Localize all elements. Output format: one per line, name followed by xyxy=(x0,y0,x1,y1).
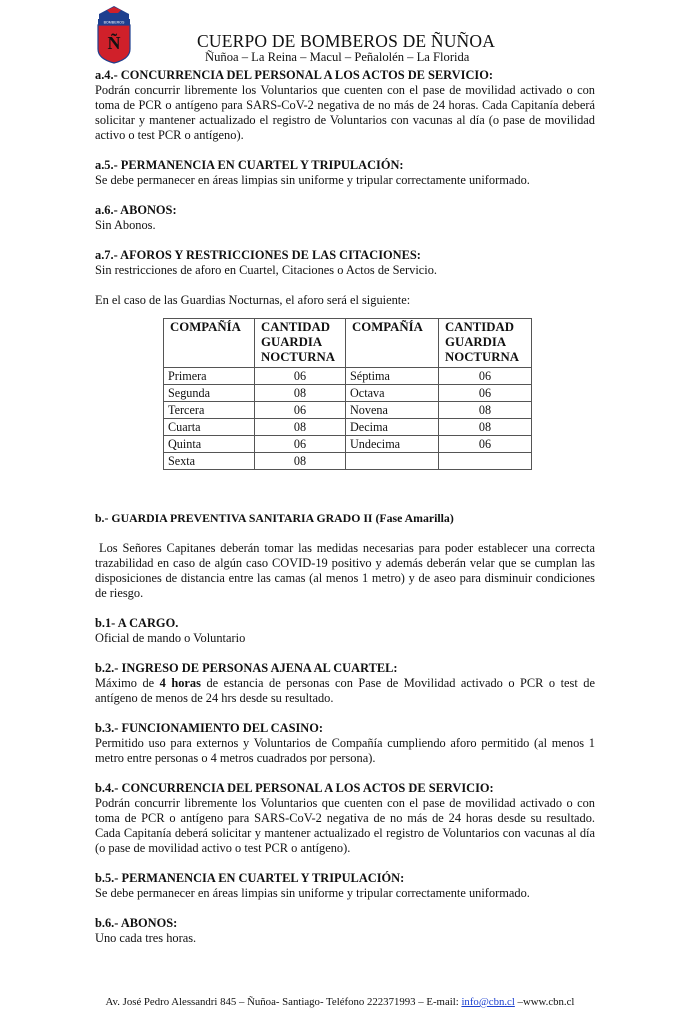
b2-body-hours: 4 horas xyxy=(159,676,201,690)
section-b1-body: Oficial de mando o Voluntario xyxy=(95,631,246,645)
table-cell-company xyxy=(346,453,439,470)
table-cell-company: Cuarta xyxy=(164,419,255,436)
section-a4-body: Podrán concurrir libremente los Voluntarios que cuenten con el pase de movilidad activado o con toma de PCR o antígeno para SARS-CoV-2 negativa de no más de 24 horas. Cada Capitanía deberá solicitar y mantener actualizado el registro de Voluntarios con vacunas al día (o pase de movilidad activo o test PCR o antígeno). xyxy=(95,83,595,142)
section-b1-heading: b.1- A CARGO. xyxy=(95,616,179,630)
night-guard-capacity-table xyxy=(163,318,532,470)
table-header-quantity: CANTIDAD GUARDIA NOCTURNA xyxy=(255,319,346,368)
table-cell-quantity: 08 xyxy=(439,402,532,419)
table-cell-quantity: 08 xyxy=(255,453,346,470)
table-cell-company: Segunda xyxy=(164,385,255,402)
section-a6-body: Sin Abonos. xyxy=(95,218,156,232)
table-cell-quantity: 08 xyxy=(439,419,532,436)
table-cell-company: Tercera xyxy=(164,402,255,419)
table-cell-company: Séptima xyxy=(346,368,439,385)
table-row xyxy=(164,453,532,470)
table-row xyxy=(164,402,532,419)
table-cell-quantity: 06 xyxy=(439,368,532,385)
section-b4-heading: b.4.- CONCURRENCIA DEL PERSONAL A LOS ACTOS DE SERVICIO: xyxy=(95,781,494,795)
table-cell-quantity xyxy=(439,453,532,470)
footer-website: –www.cbn.cl xyxy=(514,996,575,1008)
table-cell-company: Undecima xyxy=(346,436,439,453)
table-cell-company: Decima xyxy=(346,419,439,436)
organization-communes: Ñuñoa – La Reina – Macul – Peñalolén – La Florida xyxy=(205,50,470,64)
section-a7-heading: a.7.- AFOROS Y RESTRICCIONES DE LAS CITACIONES: xyxy=(95,248,421,262)
section-b3-heading: b.3.- FUNCIONAMIENTO DEL CASINO: xyxy=(95,721,323,735)
table-cell-quantity: 06 xyxy=(255,368,346,385)
table-cell-quantity: 06 xyxy=(255,436,346,453)
section-a7-body: Sin restricciones de aforo en Cuartel, Citaciones o Actos de Servicio. xyxy=(95,263,438,277)
section-b2-heading: b.2.- INGRESO DE PERSONAS AJENA AL CUARTEL: xyxy=(95,661,398,675)
section-a6-heading: a.6.- ABONOS: xyxy=(95,203,177,217)
page-footer xyxy=(0,996,680,1009)
organization-title: CUERPO DE BOMBEROS DE ÑUÑOA xyxy=(197,31,496,51)
section-b4-body: Podrán concurrir libremente los Voluntarios que cuenten con el pase de movilidad activado o con toma de PCR o antígeno para SARS-CoV-2 negativa de no más de 24 horas desde su resultado. Cada Capitanía deberá solicitar y mantener actualizado el registro de Voluntarios con vacunas al día (o pase de movilidad activo o test PCR o antígeno). xyxy=(95,796,595,855)
table-header-row xyxy=(164,319,532,368)
section-b6-body: Uno cada tres horas. xyxy=(95,931,197,945)
table-row xyxy=(164,368,532,385)
table-cell-company: Octava xyxy=(346,385,439,402)
table-cell-company: Primera xyxy=(164,368,255,385)
table-cell-company: Sexta xyxy=(164,453,255,470)
section-a4-heading: a.4.- CONCURRENCIA DEL PERSONAL A LOS ACTOS DE SERVICIO: xyxy=(95,68,493,82)
section-a7-note: En el caso de las Guardias Nocturnas, el aforo será el siguiente: xyxy=(95,293,411,307)
b2-body-pre: Máximo de xyxy=(95,676,160,690)
section-a5-heading: a.5.- PERMANENCIA EN CUARTEL Y TRIPULACIÓN: xyxy=(95,158,404,172)
section-a5-body: Se debe permanecer en áreas limpias sin uniforme y tripular correctamente uniformado. xyxy=(95,173,530,187)
footer-address: Av. José Pedro Alessandri 845 – Ñuñoa- Santiago- Teléfono 222371993 – E-mail: xyxy=(105,996,462,1008)
section-b5-heading: b.5.- PERMANENCIA EN CUARTEL Y TRIPULACIÓN: xyxy=(95,871,405,885)
table-row xyxy=(164,385,532,402)
b2-body-post: de estancia de personas con Pase de Movilidad activado o PCR o test de antígeno de menos de 24 hrs desde su resultado. xyxy=(95,676,595,705)
section-b3-body: Permitido uso para externos y Voluntarios de Compañía cumpliendo aforo permitido (al menos 1 metro entre personas o 4 metros cuadrados por persona). xyxy=(95,736,595,765)
table-header-company: COMPAÑÍA xyxy=(346,319,439,368)
crest-band-text: BOMBEROS xyxy=(103,20,125,25)
section-b6-heading: b.6.- ABONOS: xyxy=(95,916,178,930)
table-cell-quantity: 08 xyxy=(255,419,346,436)
table-cell-quantity: 06 xyxy=(439,436,532,453)
table-cell-quantity: 08 xyxy=(255,385,346,402)
section-b2-body xyxy=(95,676,595,706)
footer-email-link[interactable]: info@cbn.cl xyxy=(461,996,515,1008)
document-body xyxy=(95,68,595,946)
table-row xyxy=(164,436,532,453)
crest-letter: Ñ xyxy=(107,33,121,53)
table-header-company: COMPAÑÍA xyxy=(164,319,255,368)
section-b5-body: Se debe permanecer en áreas limpias sin uniforme y tripular correctamente uniformado. xyxy=(95,886,530,900)
fire-department-crest-logo xyxy=(94,5,134,65)
table-header-quantity: CANTIDAD GUARDIA NOCTURNA xyxy=(439,319,532,368)
table-row xyxy=(164,419,532,436)
table-cell-quantity: 06 xyxy=(439,385,532,402)
section-b-heading: b.- GUARDIA PREVENTIVA SANITARIA GRADO II (Fase Amarilla) xyxy=(95,511,454,525)
section-b-intro: Los Señores Capitanes deberán tomar las medidas necesarias para poder establecer una correcta trazabilidad en caso de algún caso COVID-19 positivo y además deberán velar que se cumplan las disposiciones de distancia entre las camas (al menos 1 metro) y de aseo para disminuir condiciones de riesgo. xyxy=(95,541,595,600)
table-cell-company: Novena xyxy=(346,402,439,419)
table-cell-company: Quinta xyxy=(164,436,255,453)
table-cell-quantity: 06 xyxy=(255,402,346,419)
